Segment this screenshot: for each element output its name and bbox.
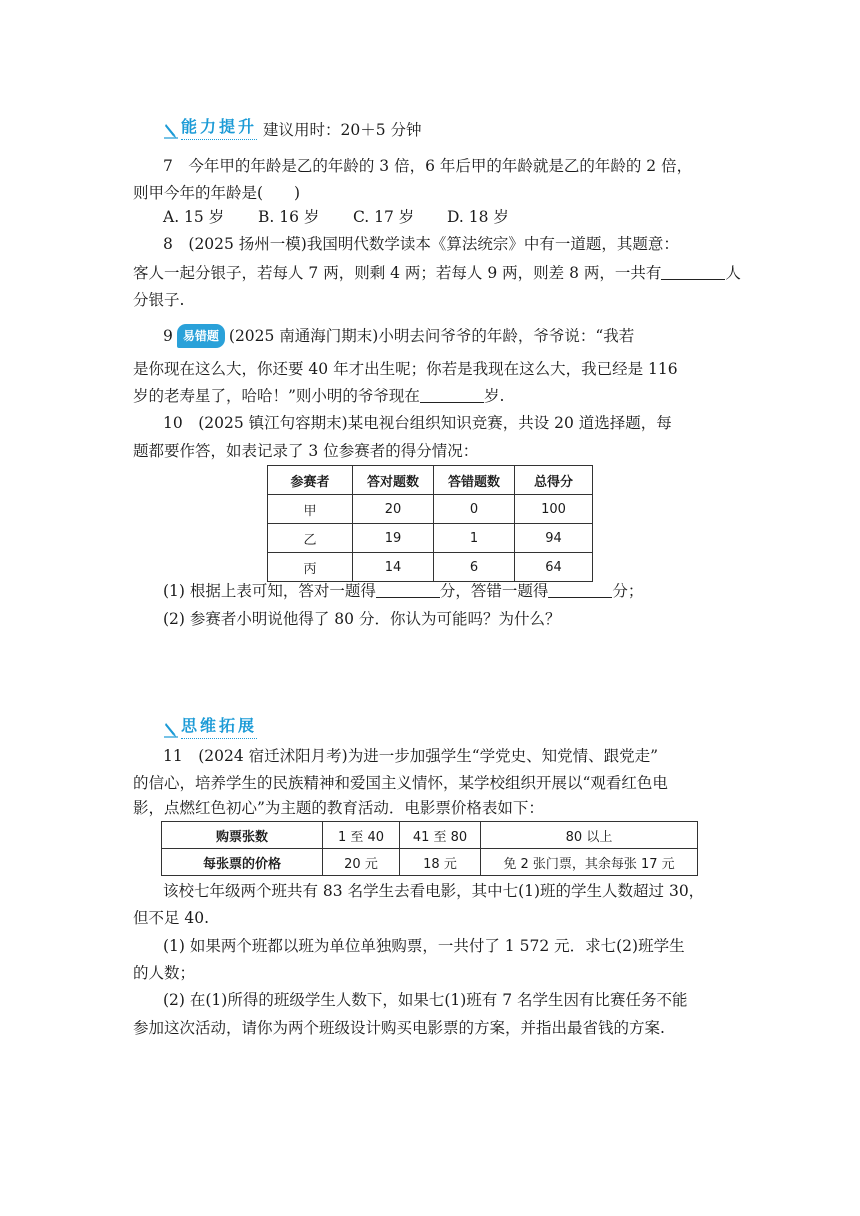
q8-source: (2025 扬州一模) — [188, 235, 307, 253]
table-row — [268, 553, 593, 582]
q8-line3: 分银子. — [133, 291, 185, 309]
table-header: 总得分 — [515, 466, 593, 495]
q11-number: 11 — [163, 747, 183, 765]
q9-number: 9 — [163, 327, 173, 345]
q8-number: 8 — [163, 235, 173, 253]
q10-sub1 — [163, 580, 643, 602]
q10-sub2: (2) 参赛者小明说他得了 80 分．你认为可能吗？为什么？ — [163, 610, 561, 628]
q8-line1 — [163, 233, 679, 255]
q11-text1: 为进一步加强学生“学党史、知党情、跟党走” — [347, 747, 659, 765]
table-cell: 41 至 80 — [400, 822, 481, 849]
q11-sub1: (1) 如果两个班都以班为单位单独购票，一共付了 1 572 元．求七(2)班学生 — [163, 937, 685, 955]
q11-line3: 影，点燃红色初心”为主题的教育活动．电影票价格表如下： — [133, 799, 544, 817]
q9-text3: 岁的老寿星了，哈哈！”则小明的爷爷现在 — [133, 387, 420, 405]
q11-line2: 的信心，培养学生的民族精神和爱国主义情怀，某学校组织开展以“观看红色电 — [133, 774, 668, 792]
table-cell: 18 元 — [400, 849, 481, 876]
table-cell: 乙 — [268, 524, 353, 553]
q7-option-b: B. 16 岁 — [258, 208, 320, 226]
q7-line2: 则甲今年的年龄是( ) — [133, 184, 301, 202]
q7-option-c: C. 17 岁 — [353, 208, 415, 226]
q10-source: (2025 镇江句容期末) — [198, 414, 348, 432]
q9-source: (2025 南通海门期末) — [228, 327, 379, 345]
table-header: 参赛者 — [268, 466, 353, 495]
table-header: 购票张数 — [162, 822, 323, 849]
q7-line1: 7 今年甲的年龄是乙的年龄的 3 倍，6 年后甲的年龄就是乙的年龄的 2 倍， — [163, 157, 693, 175]
q9-line2: 是你现在这么大，你还要 40 年才出生呢；你若是我现在这么大，我已经是 116 — [133, 360, 678, 378]
q9-text1: 小明去问爷爷的年龄，爷爷说：“我若 — [378, 327, 635, 345]
time-note: 建议用时：20＋5 分钟 — [263, 121, 422, 139]
q10-line2: 题都要作答，如表记录了 3 位参赛者的得分情况： — [133, 442, 479, 460]
table-cell: 94 — [515, 524, 593, 553]
q9-text3-end: 岁. — [483, 387, 505, 405]
q9-line3 — [133, 385, 504, 407]
pencil-icon — [163, 720, 179, 738]
q11-source: (2024 宿迁沭阳月考) — [198, 747, 348, 765]
table-cell: 1 至 40 — [323, 822, 400, 849]
q10-number: 10 — [163, 414, 183, 432]
table-cell: 20 — [353, 495, 434, 524]
q11-sub1-cont: 的人数； — [133, 964, 196, 982]
q11-sub2: (2) 在(1)所得的班级学生人数下，如果七(1)班有 7 名学生因有比赛任务不能 — [163, 991, 688, 1009]
q11-sub2-cont: 参加这次活动，请你为两个班级设计购买电影票的方案，并指出最省钱的方案. — [133, 1019, 665, 1037]
q10-sub1-text: (1) 根据上表可知，答对一题得 — [163, 582, 376, 600]
table-header-row — [268, 466, 593, 495]
table-cell: 20 元 — [323, 849, 400, 876]
table-row — [162, 849, 698, 876]
pencil-icon — [163, 121, 179, 139]
table-cell: 14 — [353, 553, 434, 582]
ticket-price-table — [161, 821, 698, 876]
q8-text2-end: 人 — [725, 264, 741, 282]
q8-text2: 客人一起分银子，若每人 7 两，则剩 4 两；若每人 9 两，则差 8 两，一共有 — [133, 264, 662, 282]
table-cell: 丙 — [268, 553, 353, 582]
table-cell: 19 — [353, 524, 434, 553]
q11-para1: 该校七年级两个班共有 83 名学生去看电影，其中七(1)班的学生人数超过 30， — [163, 882, 705, 900]
table-header: 每张票的价格 — [162, 849, 323, 876]
table-cell: 甲 — [268, 495, 353, 524]
table-header: 答错题数 — [434, 466, 515, 495]
q10-sub1-end: 分； — [612, 582, 644, 600]
q9-answer-blank[interactable] — [420, 386, 484, 403]
q11-para1b: 但不足 40. — [133, 909, 210, 927]
table-cell: 80 以上 — [481, 822, 698, 849]
q7-option-a: A. 15 岁 — [163, 208, 225, 226]
table-cell: 免 2 张门票，其余每张 17 元 — [481, 849, 698, 876]
section-title: 思维拓展 — [181, 713, 257, 739]
table-row — [268, 495, 593, 524]
q8-answer-blank[interactable] — [661, 263, 725, 280]
q10-correct-blank[interactable] — [376, 581, 440, 598]
section-title: 能力提升 — [181, 114, 257, 140]
table-cell: 64 — [515, 553, 593, 582]
q10-sub1-text2: 分，答错一题得 — [439, 582, 549, 600]
q9-line1 — [163, 324, 634, 348]
table-cell: 6 — [434, 553, 515, 582]
table-header: 答对题数 — [353, 466, 434, 495]
table-cell: 100 — [515, 495, 593, 524]
q10-line1 — [163, 412, 672, 434]
table-header-row — [162, 822, 698, 849]
q10-text1: 某电视台组织知识竞赛，共设 20 道选择题，每 — [347, 414, 672, 432]
section-header-ability — [163, 114, 422, 140]
score-table — [267, 465, 593, 582]
table-cell: 1 — [434, 524, 515, 553]
section-header-thinking — [163, 713, 257, 739]
table-cell: 0 — [434, 495, 515, 524]
q8-text1: 我国明代数学读本《算法统宗》中有一道题，其题意： — [306, 235, 679, 253]
q10-wrong-blank[interactable] — [548, 581, 612, 598]
q8-line2 — [133, 262, 741, 284]
q11-line1 — [163, 745, 658, 767]
table-row — [268, 524, 593, 553]
error-prone-badge: 易错题 — [177, 324, 225, 348]
q7-option-d: D. 18 岁 — [447, 208, 509, 226]
